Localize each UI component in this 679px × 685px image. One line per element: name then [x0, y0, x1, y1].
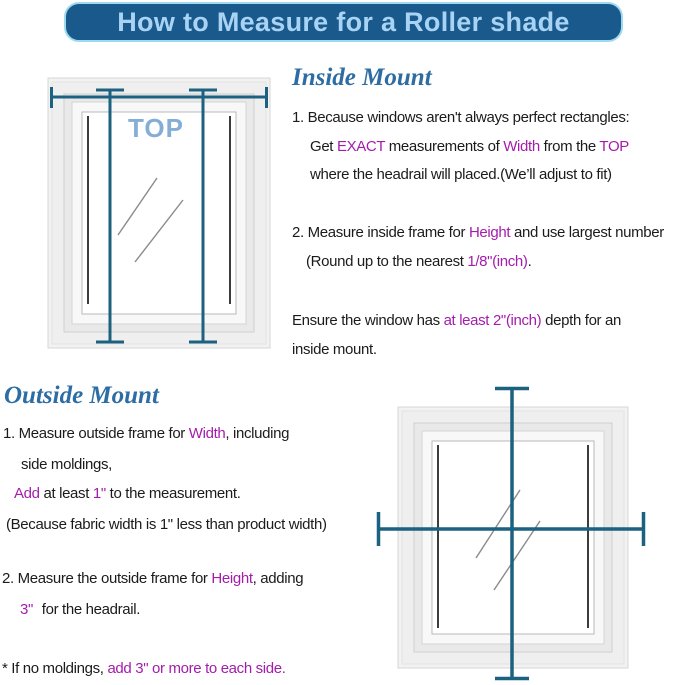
instruction-line [292, 224, 664, 241]
highlight-exact: EXACT [336, 138, 385, 155]
page-title: How to Measure for a Roller shade [64, 2, 623, 42]
highlight-add-three: add 3" or more to each side. [107, 660, 286, 677]
instruction-line: (Because fabric width is 1" less than product width) [6, 516, 327, 533]
text-segment: from the [539, 138, 600, 155]
text-segment: depth for an [541, 312, 622, 329]
text-segment: . [527, 253, 532, 270]
text-segment: Get [310, 138, 337, 155]
instruction-line [306, 253, 531, 270]
highlight-add: Add [14, 485, 40, 502]
text-segment: to the measurement. [105, 485, 241, 502]
text-segment: (Round up to the nearest [306, 253, 468, 270]
instruction-line: where the headrail will placed.(We’ll adjust to fit) [310, 166, 612, 183]
highlight-top: TOP [599, 138, 629, 155]
instruction-line [3, 425, 289, 442]
text-segment: , adding [252, 570, 304, 587]
instruction-line [310, 138, 629, 155]
instruction-line [14, 485, 241, 502]
instruction-line [2, 660, 286, 677]
instruction-line: side moldings, [21, 456, 112, 473]
highlight-one-inch: 1" [92, 485, 106, 502]
top-label: TOP [128, 113, 184, 143]
text-segment: 2. Measure inside frame for [292, 224, 469, 241]
highlight-width: Width [503, 138, 540, 155]
instruction-line [20, 601, 140, 618]
text-segment: and use largest number [510, 224, 664, 241]
highlight-height: Height [468, 224, 511, 241]
text-segment: , including [225, 425, 290, 442]
text-segment: for the headrail. [37, 601, 141, 618]
highlight-depth: at least 2"(inch) [443, 312, 542, 329]
highlight-width: Width [188, 425, 226, 442]
inside-mount-heading: Inside Mount [292, 64, 432, 91]
highlight-height: Height [211, 570, 253, 587]
highlight-three-inch: 3" [20, 601, 33, 618]
instruction-line [2, 570, 303, 587]
highlight-eighth-inch: 1/8"(inch) [467, 253, 528, 270]
text-segment: measurements of [384, 138, 504, 155]
text-segment: at least [39, 485, 93, 502]
instruction-line: 1. Because windows aren't always perfect rectangles: [292, 109, 630, 126]
text-segment: Ensure the window has [292, 312, 444, 329]
text-segment: * If no moldings, [2, 660, 108, 677]
inside-mount-window-diagram [38, 66, 282, 360]
instruction-line [292, 312, 621, 329]
text-segment: 2. Measure the outside frame for [2, 570, 212, 587]
text-segment: 1. Measure outside frame for [3, 425, 189, 442]
outside-mount-window-diagram [373, 378, 649, 685]
outside-mount-heading: Outside Mount [4, 382, 159, 409]
instruction-line: inside mount. [292, 341, 377, 358]
